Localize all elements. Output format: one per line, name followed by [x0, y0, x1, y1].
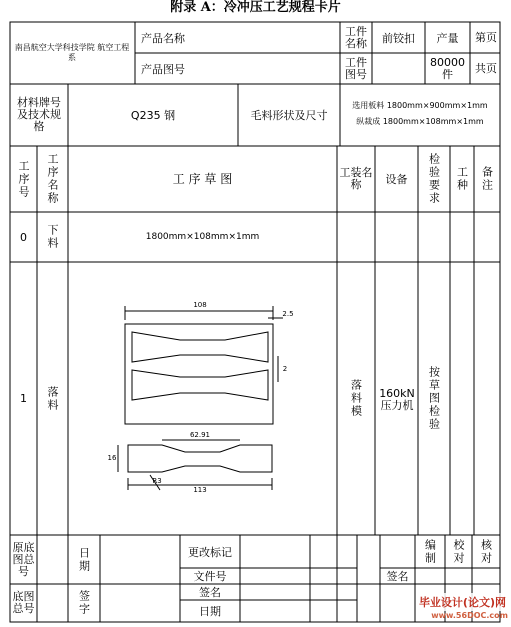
- dim-length: 62.91: [189, 431, 211, 439]
- page-title: 附录 A：冷冲压工艺规程卡片: [170, 0, 341, 15]
- row0-no: 0: [20, 230, 27, 244]
- site-watermark: [380, 588, 508, 624]
- product-drawing-label: 产品图号: [141, 62, 185, 76]
- date-label: 日期: [77, 547, 91, 573]
- row1-equipment: 160kN压力机: [379, 387, 415, 412]
- material-value: Q235 钢: [130, 108, 176, 122]
- school-name: 南昌航空大学科技学院 航空工程系: [14, 43, 130, 62]
- output-value: 80000件: [430, 56, 465, 81]
- col-equipment: 设备: [385, 172, 408, 186]
- change-label: 更改标记: [188, 545, 232, 559]
- part-name-value: 前铰扣: [382, 31, 415, 45]
- file-label: 文件号: [193, 569, 227, 583]
- sign-right-label: 签名: [386, 569, 409, 583]
- material-label: 材料牌号及技术规格: [17, 96, 61, 133]
- blank-layout-drawing: [118, 306, 283, 490]
- dim-width: 108: [193, 300, 207, 309]
- part-name-label: 工件名称: [345, 25, 367, 50]
- dim-height: 16: [107, 453, 117, 462]
- page-number-label: 第页: [475, 31, 497, 44]
- col-tooling: 工装名称: [339, 166, 373, 191]
- blank-shape-label: 毛料形状及尺寸: [250, 108, 328, 122]
- blank-size-line1: 选用板料 1800mm×900mm×1mm: [352, 101, 488, 110]
- watermark-line1: 毕业设计(论文)网: [417, 593, 508, 611]
- blank-size-line2: 纵裁成 1800mm×108mm×1mm: [356, 117, 484, 126]
- row1-name: 落料: [46, 385, 59, 412]
- col-step-name: 工序名称: [46, 153, 59, 205]
- sign-label: 签名: [199, 585, 221, 599]
- row1-tooling: 落料模: [349, 379, 363, 418]
- dim-pitch: 2: [282, 364, 288, 373]
- row1-inspection: 按草图检验: [427, 366, 441, 431]
- part-drawing-label: 工件图号: [345, 56, 367, 81]
- dim-radius: R3: [152, 476, 162, 485]
- dim-total: 113: [193, 486, 207, 494]
- col-step-no: 工序号: [17, 159, 30, 199]
- col-worker: 工种: [455, 166, 469, 192]
- product-name-label: 产品名称: [141, 31, 185, 45]
- dim-gap: 2.5: [282, 309, 294, 318]
- row0-sketch: 1800mm×108mm×1mm: [145, 232, 260, 242]
- check-label: 校对: [452, 539, 465, 565]
- row0-name: 下料: [46, 224, 59, 250]
- col-sketch: 工 序 草 图: [172, 171, 233, 186]
- output-label: 产量: [436, 31, 459, 45]
- col-inspection: 检验要求: [427, 153, 441, 205]
- col-remark: 备注: [480, 166, 494, 192]
- total-pages-label: 共页: [475, 62, 497, 75]
- compile-label: 编制: [423, 539, 437, 565]
- base-total-label: 原底图总号: [12, 541, 35, 578]
- verify-label: 核对: [479, 539, 493, 565]
- date2-label: 日期: [199, 604, 221, 618]
- baseimg-total-label: 底图总号: [12, 590, 35, 615]
- row1-no: 1: [20, 392, 27, 405]
- signature-label: 签字: [77, 590, 91, 616]
- watermark-line2: www.56DOC.com: [431, 610, 508, 620]
